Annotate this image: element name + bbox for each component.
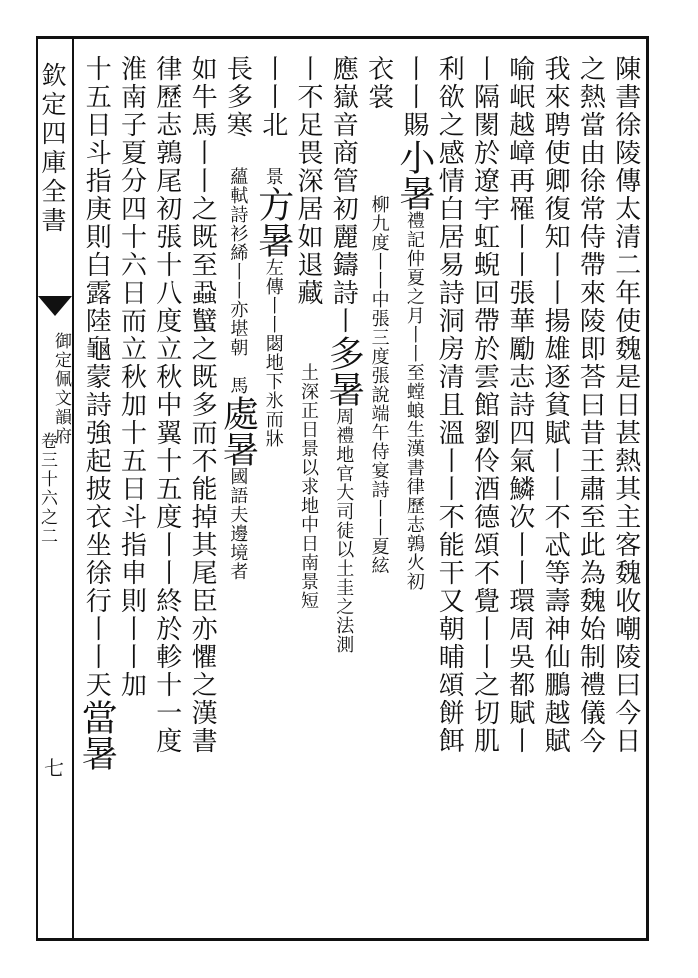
headword: 小暑 [393, 139, 435, 211]
text-column [291, 55, 325, 935]
text-run: 應嶽音商管初麗鑄詩丨 [328, 55, 359, 335]
annotation: 景 [262, 167, 284, 186]
annotation: 柳九度丨丨中張三度張說端午侍宴詩丨丨夏絃 [368, 195, 390, 575]
headword: 處暑 [217, 395, 259, 467]
text-column [362, 55, 396, 935]
text-column [185, 55, 219, 935]
text-run: 丨隔閡於遼宇虹蜺回帶於雲館劉伶酒德頌不覺丨丨之切肌 [469, 55, 500, 755]
text-run: 律歷志鶉尾初張十八度立秋中翼十五度丨丨終於軫十一度 [151, 55, 182, 755]
annotation: 左傳丨丨閟地下氷而牀 [262, 258, 284, 448]
annotation: 國語夫邊境者 [227, 467, 249, 581]
text-run: 我來聘使卿復知丨丨揚雄逐貧賦丨丨不忒等壽神仙鵬越賦 [540, 55, 571, 755]
text-run: 長多寒 [222, 55, 253, 167]
page-number: 七 [44, 756, 64, 780]
bottom-border [36, 938, 648, 941]
text-run: 衣裳 [363, 55, 394, 195]
text-run: 丨丨賜 [398, 55, 429, 139]
volume-number: 卷三十六之二 [37, 432, 57, 546]
text-column [503, 55, 537, 935]
fishtail-mark [38, 296, 72, 316]
text-run: 丨丨北 [257, 55, 288, 167]
text-column [76, 55, 118, 935]
text-column [573, 55, 607, 935]
text-column [252, 55, 294, 935]
annotation: 禮記仲夏之月丨丨至螳蜋生漢書律歷志鶉火初 [403, 211, 425, 591]
annotation: 土深正日景以求地中日南景短 [298, 363, 319, 610]
text-column [538, 55, 572, 935]
text-run: 陳書徐陵傳太清二年使魏是日甚熱其主客魏收嘲陵曰今日 [610, 55, 641, 755]
text-column [432, 55, 466, 935]
text-run: 之熱當由徐常侍帶來陵即荅曰昔王肅至此為魏始制禮儀今 [575, 55, 606, 755]
headword: 多暑 [323, 335, 365, 407]
text-column [115, 55, 149, 935]
annotation: 周禮地官大司徒以土圭之法測 [333, 407, 355, 654]
book-title: 欽定四庫全書 [38, 62, 67, 236]
text-column [323, 55, 365, 935]
margin-rule [72, 36, 74, 941]
annotation: 蘊軾詩衫絺丨丨亦堪朝 馬 [227, 167, 249, 395]
text-run: 十五日斗指庚則白露陸龜蒙詩強起披衣坐徐行丨丨天 [81, 55, 112, 699]
text-run: 喻岷越嶂再罹丨丨張華勵志詩四氣鱗次丨丨環周吳都賦丨 [504, 55, 535, 755]
right-border [646, 36, 649, 941]
text-column [609, 55, 643, 935]
text-column [468, 55, 502, 935]
text-run: 淮南子夏分四十六日而立秋加十五日斗指申則丨丨加 [116, 55, 147, 699]
text-column [393, 55, 435, 935]
text-column [150, 55, 184, 935]
headword: 方暑 [252, 186, 294, 258]
text-run: 丨不足畏深居如退藏 [293, 55, 323, 363]
text-run: 如牛馬丨丨之既至蝨蠥之既多而不能掉其尾臣亦懼之漢書 [187, 55, 218, 755]
text-column [217, 55, 259, 935]
headword: 當暑 [76, 699, 118, 771]
top-border [36, 36, 648, 39]
sub-title: 御定佩文韻府 [51, 332, 71, 446]
text-run: 利欲之感情白居易詩洞房清且溫丨丨不能干又朝晡頌餅餌 [434, 55, 465, 755]
